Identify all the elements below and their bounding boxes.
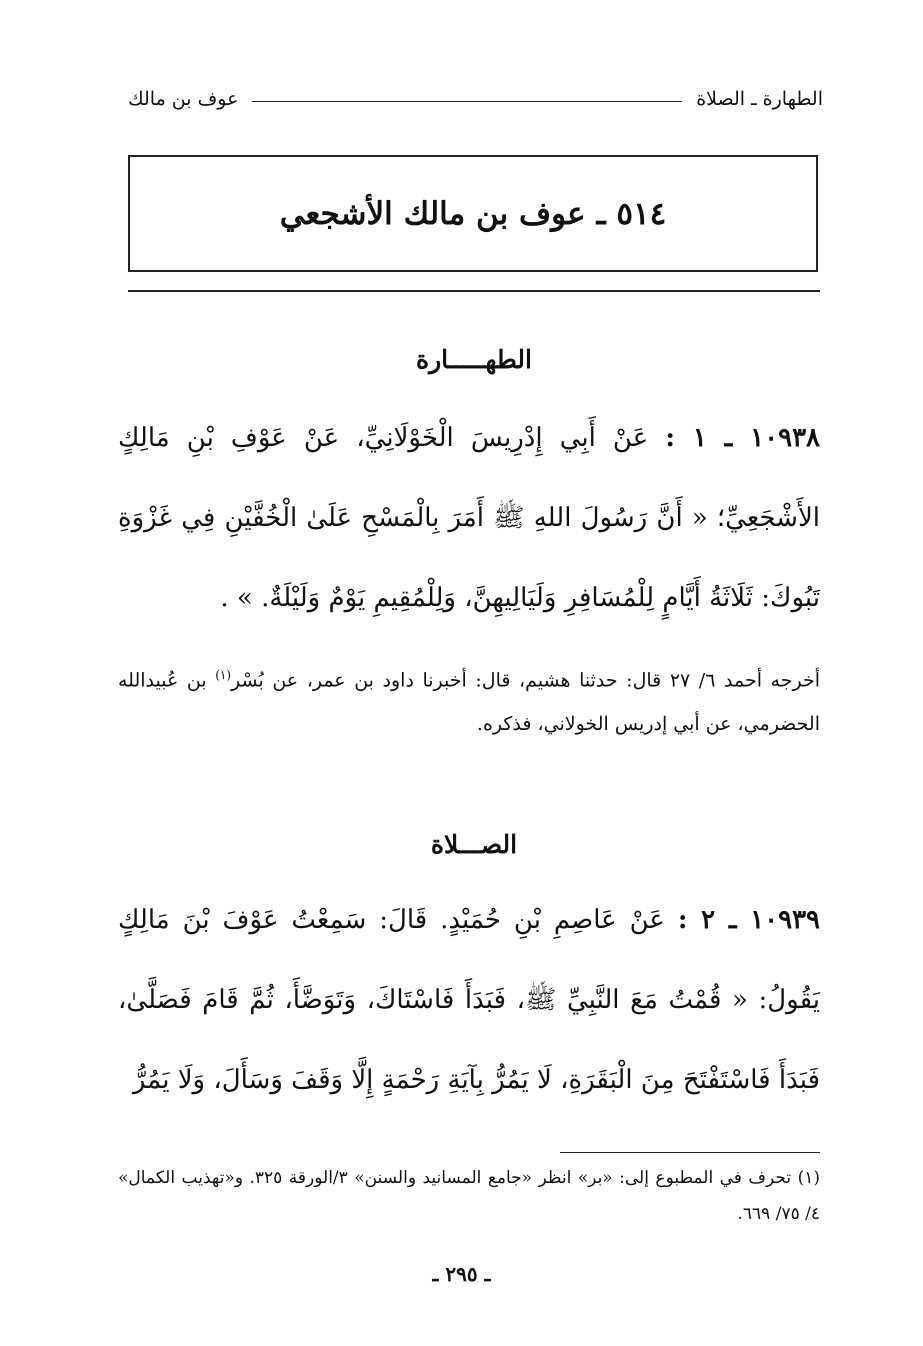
hadith-isnad: عَنْ عَاصِمِ بْنِ حُمَيْدٍ. قَالَ: سَمِعْتُ عَوْفَ بْنَ مَالِكٍ يَقُولُ: xyxy=(118,905,821,1015)
takhrij-text: أخرجه أحمد ٦/ ٢٧ قال: حدثنا هشيم، قال: أخبرنا داود بن عمر، عن بُسْر xyxy=(231,669,820,692)
footnote: (١) تحرف في المطبوع إلى: «بر» انظر «جامع المسانيد والسنن» ٣/الورقة ٣٢٥. و«تهذيب الكمال» ٤/ ٧٥/ ٦٦٩. xyxy=(118,1168,820,1224)
footnote-rule xyxy=(560,1152,820,1153)
title-rule xyxy=(128,290,820,292)
hadith-10939 xyxy=(118,880,820,1120)
running-head-section: الطهارة ـ الصلاة xyxy=(696,88,823,110)
chapter-title: ٥١٤ ـ عوف بن مالك الأشجعي xyxy=(279,195,667,232)
takhrij-10938 xyxy=(118,653,820,746)
running-head xyxy=(128,82,823,116)
hadith-number: ١٠٩٣٩ ـ ٢ : xyxy=(677,905,820,935)
takhrij-text-cont: بن عُبيدالله الحضرمي، عن أبي إدريس الخولاني، فذكره. xyxy=(118,669,820,736)
chapter-title-box xyxy=(128,155,818,272)
hadith-matn: « قُمْتُ مَعَ النَّبِيِّ ﷺ، فَبَدَأَ فَاسْتَاكَ، وَتَوَضَّأَ، ثُمَّ قَامَ فَصَلَّىٰ، فَبَدَأَ فَاسْتَفْتَحَ مِنَ الْبَقَرَةِ، لَا يَمُرُّ بِآيَةِ رَحْمَةٍ إِلَّا وَقَفَ وَسَأَلَ، وَلَا يَمُرُّ xyxy=(118,985,820,1095)
page-number: ـ ٢٩٥ ـ xyxy=(432,1262,491,1286)
hadith-number: ١٠٩٣٨ ـ ١ : xyxy=(665,423,820,453)
hadith-isnad: عَنْ أَبِي إِدْرِيسَ الْخَوْلَانِيِّ، عَنْ عَوْفِ بْنِ مَالِكٍ الأَشْجَعِيِّ؛ xyxy=(118,423,821,533)
running-head-rule xyxy=(252,101,682,102)
hadith-matn: « أَنَّ رَسُولَ اللهِ ﷺ أَمَرَ بِالْمَسْحِ عَلَىٰ الْخُفَّيْنِ فِي غَزْوَةِ تَبُوكَ: ثَلَاثَةُ أَيَّامٍ لِلْمُسَافِرِ وَلَيَالِيهِنَّ، وَلِلْمُقِيمِ يَوْمٌ وَلَيْلَةٌ. » . xyxy=(118,503,820,613)
section-heading-salat: الصـــلاة xyxy=(430,830,518,859)
footnote-ref: (١) xyxy=(215,668,232,682)
running-head-name: عوف بن مالك xyxy=(128,88,239,110)
section-heading-tahara: الطهـــــارة xyxy=(415,345,532,374)
hadith-10938 xyxy=(118,398,820,638)
